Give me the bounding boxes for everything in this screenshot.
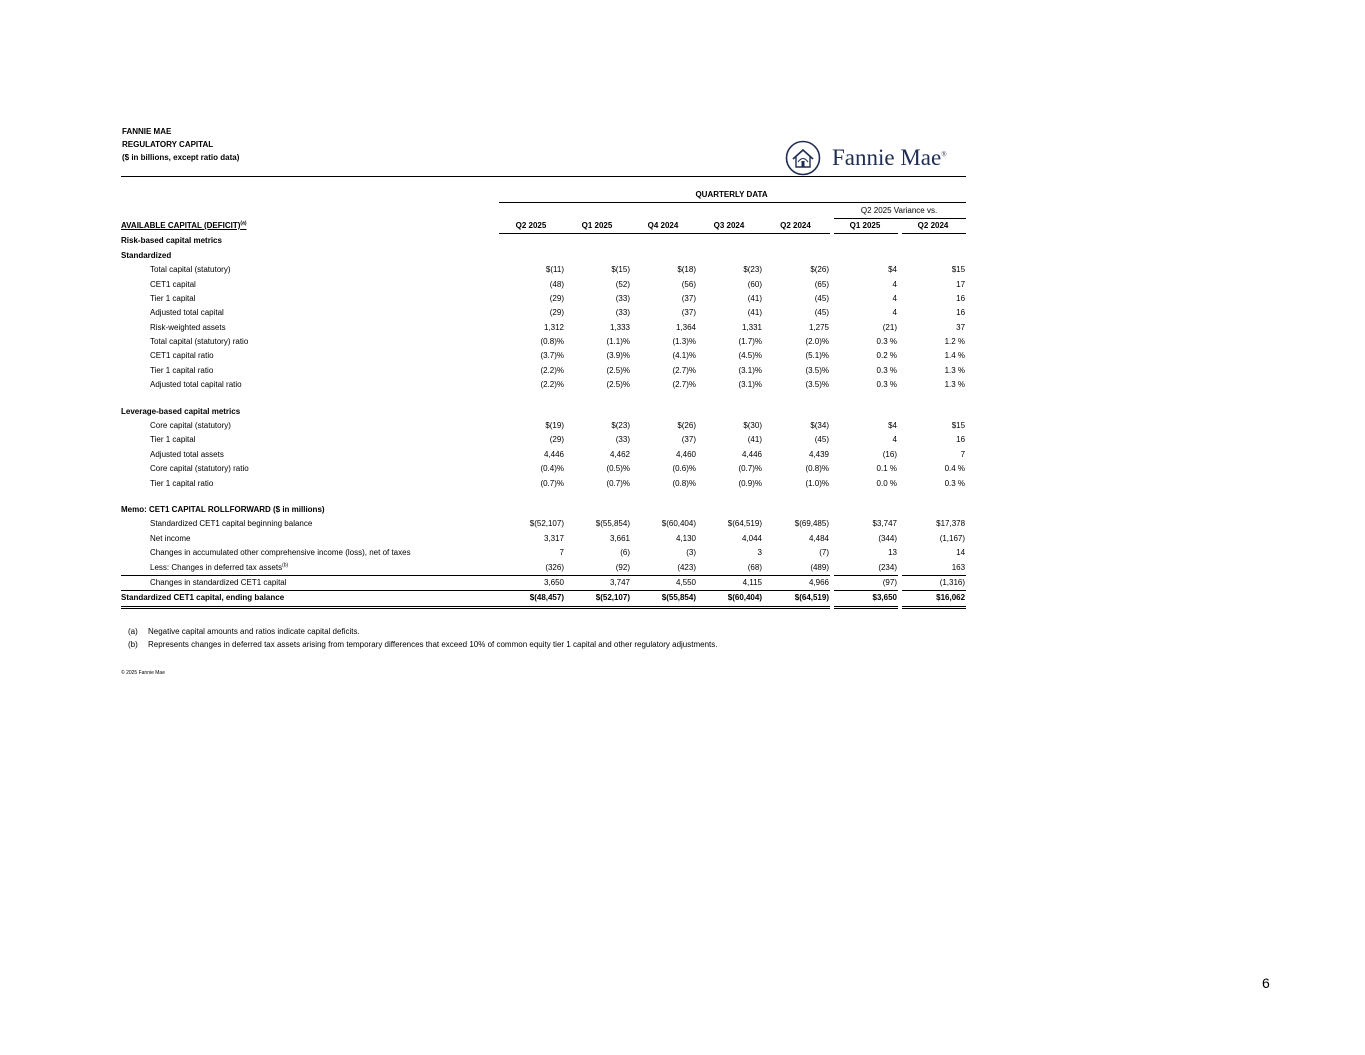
value-cell: (489) — [763, 560, 830, 575]
value-cell: 0.3 % — [944, 478, 966, 488]
value-cell: 4,460 — [675, 449, 696, 459]
value-cell: (2.7)% — [672, 380, 696, 390]
quarterly-data-header: QUARTERLY DATA — [499, 188, 966, 203]
value-cell: $15 — [951, 265, 966, 275]
value-cell: 4 — [892, 308, 897, 318]
value-cell: 16 — [956, 293, 966, 303]
value-cell: 4,044 — [741, 533, 762, 543]
value-cell: 0.0 % — [876, 478, 897, 488]
value-cell: 7 — [559, 548, 564, 558]
value-cell: (45) — [814, 435, 829, 445]
value-cell: (1.0)% — [805, 478, 829, 488]
value-cell: (60) — [747, 279, 762, 289]
value-cell: $(64,519) — [727, 519, 762, 529]
value-cell: (2.7)% — [672, 365, 696, 375]
value-cell: $(15) — [611, 265, 630, 275]
value-cell: (0.7)% — [540, 478, 564, 488]
value-cell: 0.2 % — [876, 351, 897, 361]
value-cell: (0.6)% — [672, 464, 696, 474]
table-row — [121, 292, 966, 306]
value-cell: $(23) — [611, 421, 630, 431]
footnote-b: (b) Represents changes in deferred tax assets arising from temporary differences that exceed 10% of common equity tier 1 capital and other regulatory adjustments. — [128, 640, 718, 649]
value-cell: 0.3 % — [876, 337, 897, 347]
value-cell: (3.7)% — [540, 351, 564, 361]
value-cell: (3.1)% — [738, 365, 762, 375]
table-row — [121, 306, 966, 320]
value-cell: $(34) — [810, 421, 829, 431]
value-cell: 1,333 — [609, 322, 630, 332]
value-cell: 4,462 — [609, 449, 630, 459]
row-label: Adjusted total assets — [150, 449, 224, 459]
row-label: Tier 1 capital ratio — [150, 365, 214, 375]
value-cell: (344) — [878, 533, 897, 543]
value-cell: 4,484 — [808, 533, 829, 543]
value-cell: (4.5)% — [738, 351, 762, 361]
value-cell: 0.3 % — [876, 365, 897, 375]
row-label: Changes in accumulated other comprehensive income (loss), net of taxes — [150, 548, 411, 558]
value-cell: 1,331 — [741, 322, 762, 332]
column-header: Q1 2025 — [834, 218, 898, 233]
row-label: Standardized CET1 capital, ending balance — [121, 591, 499, 607]
value-cell: (56) — [681, 279, 696, 289]
value-cell: 1,312 — [543, 322, 564, 332]
value-cell: $(11) — [545, 265, 564, 275]
value-cell: $(52,107) — [565, 591, 631, 607]
value-cell: (41) — [747, 293, 762, 303]
available-capital-header: AVAILABLE CAPITAL (DEFICIT)$^{(a)}$ — [121, 220, 247, 230]
value-cell: 4 — [892, 279, 897, 289]
value-cell: (0.8)% — [672, 478, 696, 488]
value-cell: (33) — [615, 293, 630, 303]
row-label: Adjusted total capital — [150, 308, 224, 318]
leverage-based-heading — [121, 404, 966, 418]
table-row — [121, 419, 966, 433]
risk-based-heading — [121, 234, 966, 249]
value-cell: (7) — [819, 548, 829, 558]
value-cell: $(60,404) — [697, 591, 763, 607]
value-cell: (1.7)% — [738, 337, 762, 347]
column-header-row — [121, 218, 966, 233]
value-cell: $3,650 — [834, 591, 898, 607]
value-cell: (33) — [615, 308, 630, 318]
value-cell: 3,661 — [609, 533, 630, 543]
value-cell: $(26) — [810, 265, 829, 275]
value-cell: $15 — [951, 421, 966, 431]
value-cell: 0.4 % — [944, 464, 966, 474]
value-cell: 4,130 — [675, 533, 696, 543]
value-cell: (97) — [834, 575, 898, 590]
row-label: Adjusted total capital ratio — [150, 380, 242, 390]
value-cell: 4,446 — [741, 449, 762, 459]
value-cell: (234) — [834, 560, 898, 575]
value-cell: 7 — [960, 449, 966, 459]
value-cell: (45) — [814, 293, 829, 303]
value-cell: $(30) — [743, 421, 762, 431]
variance-header: Q2 2025 Variance vs. — [834, 203, 966, 218]
value-cell: (0.9)% — [738, 478, 762, 488]
value-cell: (0.4)% — [540, 464, 564, 474]
table-row — [121, 476, 966, 490]
spacer-row — [121, 491, 966, 503]
value-cell: 3,747 — [565, 575, 631, 590]
value-cell: 4 — [892, 293, 897, 303]
value-cell: (0.7)% — [738, 464, 762, 474]
row-label: Less: Changes in deferred tax assets$^{(b)}$ — [121, 560, 499, 575]
row-label: Risk-weighted assets — [150, 322, 226, 332]
table-row — [121, 517, 966, 531]
logo-wordmark: Fanniе Mae — [832, 145, 942, 170]
value-cell: 16 — [956, 308, 966, 318]
column-header: Q3 2024 — [697, 218, 763, 233]
value-cell: 1.4 % — [944, 351, 966, 361]
value-cell: $16,062 — [902, 591, 966, 607]
column-header: Q4 2024 — [631, 218, 697, 233]
table-row — [121, 433, 966, 447]
value-cell: (37) — [681, 435, 696, 445]
value-cell: (3.1)% — [738, 380, 762, 390]
value-cell: (326) — [499, 560, 565, 575]
value-cell: (1.3)% — [672, 337, 696, 347]
value-cell: $(26) — [677, 421, 696, 431]
value-cell: (45) — [814, 308, 829, 318]
value-cell: $(69,485) — [794, 519, 829, 529]
value-cell: (29) — [549, 293, 564, 303]
value-cell: $(48,457) — [499, 591, 565, 607]
value-cell: (41) — [747, 435, 762, 445]
value-cell: (2.5)% — [606, 365, 630, 375]
value-cell: (41) — [747, 308, 762, 318]
row-label: CET1 capital — [150, 279, 196, 289]
report-units: ($ in billions, except ratio data) — [122, 153, 240, 162]
value-cell: (3.9)% — [606, 351, 630, 361]
value-cell: (2.2)% — [540, 365, 564, 375]
value-cell: $17,378 — [936, 519, 966, 529]
standardized-heading-label: Standardized — [121, 250, 172, 260]
value-cell: $3,747 — [872, 519, 897, 529]
table-row — [121, 349, 966, 363]
value-cell: (1.1)% — [606, 337, 630, 347]
header-divider — [121, 176, 966, 177]
value-cell: 13 — [888, 548, 897, 558]
row-label: CET1 capital ratio — [150, 351, 214, 361]
value-cell: 3,650 — [499, 575, 565, 590]
value-cell: 4,446 — [543, 449, 564, 459]
value-cell: 3 — [757, 548, 762, 558]
table-row — [121, 462, 966, 476]
variance-header-row — [121, 203, 966, 218]
table-row — [121, 532, 966, 546]
company-name: FANNIE MAE — [122, 127, 172, 136]
table-row — [121, 378, 966, 392]
table-row — [121, 560, 966, 575]
row-label: Core capital (statutory) — [150, 421, 231, 431]
value-cell: $(52,107) — [529, 519, 564, 529]
value-cell: 4 — [892, 435, 897, 445]
value-cell: (2.0)% — [805, 337, 829, 347]
table-row — [121, 591, 966, 607]
table-row — [121, 364, 966, 378]
value-cell: $(60,404) — [661, 519, 696, 529]
value-cell: (2.2)% — [540, 380, 564, 390]
row-label: Tier 1 capital — [150, 293, 196, 303]
house-in-circle-logo-icon — [785, 140, 821, 176]
value-cell: 1.3 % — [944, 380, 966, 390]
column-header: Q2 2024 — [902, 218, 966, 233]
value-cell: $(19) — [545, 421, 564, 431]
value-cell: (68) — [697, 560, 763, 575]
table-row — [121, 546, 966, 560]
value-cell: 163 — [902, 560, 966, 575]
value-cell: (0.5)% — [606, 464, 630, 474]
risk-based-heading-label: Risk-based capital metrics — [121, 236, 222, 246]
value-cell: (1,316) — [902, 575, 966, 590]
table-row — [121, 277, 966, 291]
value-cell: (48) — [549, 279, 564, 289]
row-label: Standardized CET1 capital beginning balance — [150, 519, 313, 529]
report-title: REGULATORY CAPITAL — [122, 140, 214, 149]
value-cell: (0.8)% — [540, 337, 564, 347]
value-cell: (29) — [549, 308, 564, 318]
regulatory-capital-table — [121, 188, 966, 609]
value-cell: 16 — [956, 435, 966, 445]
standardized-heading — [121, 249, 966, 263]
value-cell: (1,167) — [939, 533, 966, 543]
fannie-mae-logo: Fanniе Mae® — [785, 140, 967, 176]
value-cell: 17 — [956, 279, 966, 289]
value-cell: 0.1 % — [876, 464, 897, 474]
page-number: 6 — [1262, 975, 1270, 991]
table-row — [121, 321, 966, 335]
value-cell: 0.3 % — [876, 380, 897, 390]
row-label: Total capital (statutory) ratio — [150, 337, 249, 347]
value-cell: 14 — [956, 548, 966, 558]
group-header-row — [121, 188, 966, 203]
value-cell: 1,275 — [808, 322, 829, 332]
value-cell: $(55,854) — [631, 591, 697, 607]
value-cell: (65) — [814, 279, 829, 289]
value-cell: $(18) — [677, 265, 696, 275]
value-cell: (29) — [549, 435, 564, 445]
copyright: © 2025 Fannie Mae — [121, 670, 165, 676]
value-cell: $(23) — [743, 265, 762, 275]
value-cell: (92) — [565, 560, 631, 575]
value-cell: $4 — [888, 265, 897, 275]
value-cell: (4.1)% — [672, 351, 696, 361]
row-label: Net income — [150, 533, 191, 543]
value-cell: (5.1)% — [805, 351, 829, 361]
value-cell: 4,550 — [631, 575, 697, 590]
column-header: Q2 2025 — [499, 218, 565, 233]
table-row — [121, 448, 966, 462]
column-header: Q1 2025 — [565, 218, 631, 233]
row-label: Tier 1 capital ratio — [150, 478, 214, 488]
value-cell: (3.5)% — [805, 365, 829, 375]
row-label: Changes in standardized CET1 capital — [121, 575, 499, 590]
value-cell: 4,966 — [763, 575, 830, 590]
value-cell: (33) — [615, 435, 630, 445]
spacer — [121, 188, 499, 203]
footnote-a: (a) Negative capital amounts and ratios indicate capital deficits. — [128, 627, 360, 636]
row-label: Core capital (statutory) ratio — [150, 464, 249, 474]
memo-heading — [121, 503, 966, 517]
value-cell: (0.8)% — [805, 464, 829, 474]
value-cell: (3) — [686, 548, 696, 558]
value-cell: $(55,854) — [595, 519, 630, 529]
value-cell: 4,115 — [697, 575, 763, 590]
value-cell: 37 — [956, 322, 966, 332]
leverage-based-heading-label: Leverage-based capital metrics — [121, 406, 241, 416]
value-cell: (3.5)% — [805, 380, 829, 390]
value-cell: 3,317 — [543, 533, 564, 543]
table-row — [121, 263, 966, 277]
spacer — [121, 203, 834, 218]
value-cell: $(64,519) — [763, 591, 830, 607]
memo-heading-label: Memo: CET1 CAPITAL ROLLFORWARD ($ in millions) — [121, 505, 325, 514]
value-cell: (0.7)% — [606, 478, 630, 488]
value-cell: 1.3 % — [944, 365, 966, 375]
row-label: Total capital (statutory) — [150, 265, 231, 275]
value-cell: (37) — [681, 293, 696, 303]
value-cell: (6) — [620, 548, 630, 558]
value-cell: 1,364 — [675, 322, 696, 332]
column-header: Q2 2024 — [763, 218, 830, 233]
value-cell: (21) — [882, 322, 897, 332]
value-cell: $4 — [888, 421, 897, 431]
spacer-row — [121, 392, 966, 404]
row-label: Tier 1 capital — [150, 435, 196, 445]
table-row — [121, 575, 966, 590]
value-cell: (37) — [681, 308, 696, 318]
value-cell: (2.5)% — [606, 380, 630, 390]
table-row — [121, 335, 966, 349]
value-cell: (423) — [631, 560, 697, 575]
value-cell: (16) — [882, 449, 897, 459]
value-cell: (52) — [615, 279, 630, 289]
value-cell: 4,439 — [808, 449, 829, 459]
value-cell: 1.2 % — [944, 337, 966, 347]
